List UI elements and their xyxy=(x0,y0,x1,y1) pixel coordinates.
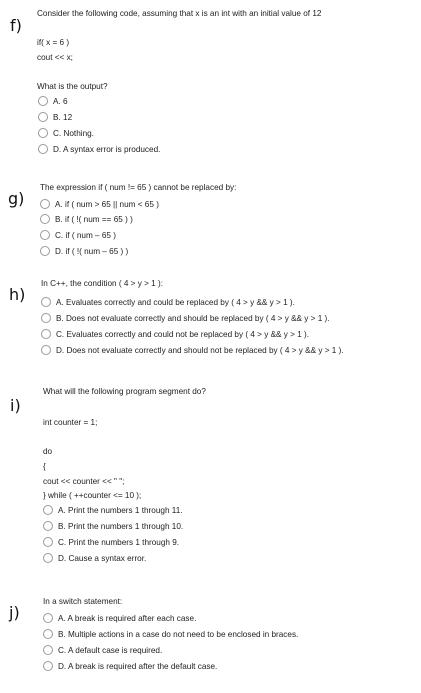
option-label: A. 6 xyxy=(53,96,68,106)
radio-button[interactable] xyxy=(41,313,51,323)
radio-button[interactable] xyxy=(43,645,53,655)
option-label: C. Print the numbers 1 through 9. xyxy=(58,537,180,547)
question-prompt-g: The expression if ( num != 65 ) cannot be replaced by: xyxy=(40,183,237,192)
option-label: D. Does not evaluate correctly and should not be replaced by ( 4 > y && y > 1 ). xyxy=(56,345,344,355)
radio-button[interactable] xyxy=(38,128,48,138)
radio-button[interactable] xyxy=(43,537,53,547)
radio-button[interactable] xyxy=(43,553,53,563)
question-subprompt-f: What is the output? xyxy=(37,82,108,91)
option-h-c[interactable] xyxy=(41,328,309,340)
radio-button[interactable] xyxy=(38,112,48,122)
option-j-d[interactable] xyxy=(43,660,217,672)
radio-button[interactable] xyxy=(40,199,50,209)
option-i-b[interactable] xyxy=(43,520,183,532)
question-prompt-f: Consider the following code, assuming that x is an int with an initial value of 12 xyxy=(37,9,322,18)
radio-button[interactable] xyxy=(41,329,51,339)
radio-button[interactable] xyxy=(38,144,48,154)
option-label: D. A break is required after the default case. xyxy=(58,661,218,671)
option-j-b[interactable] xyxy=(43,628,298,640)
radio-button[interactable] xyxy=(41,345,51,355)
option-label: B. 12 xyxy=(53,112,73,122)
radio-button[interactable] xyxy=(43,521,53,531)
option-label: D. if ( !( num – 65 ) ) xyxy=(55,246,129,256)
radio-button[interactable] xyxy=(40,246,50,256)
option-label: D. A syntax error is produced. xyxy=(53,144,161,154)
radio-button[interactable] xyxy=(43,505,53,515)
option-g-d[interactable] xyxy=(40,245,128,257)
code-line: do xyxy=(43,447,53,456)
radio-button[interactable] xyxy=(43,629,53,639)
option-i-a[interactable] xyxy=(43,504,183,516)
option-label: C. Evaluates correctly and could not be replaced by ( 4 > y && y > 1 ). xyxy=(56,329,310,339)
question-prompt-i: What will the following program segment do? xyxy=(43,387,206,396)
question-prompt-j: In a switch statement: xyxy=(43,597,123,606)
option-label: A. Print the numbers 1 through 11. xyxy=(58,505,183,515)
option-label: A. Evaluates correctly and could be replaced by ( 4 > y && y > 1 ). xyxy=(56,297,295,307)
option-i-d[interactable] xyxy=(43,552,146,564)
question-number-g: g) xyxy=(8,189,25,208)
option-j-c[interactable] xyxy=(43,644,162,656)
code-line: if( x = 6 ) xyxy=(37,38,70,47)
option-label: B. if ( !( num == 65 ) ) xyxy=(55,214,133,224)
option-label: C. if ( num – 65 ) xyxy=(55,230,116,240)
option-g-a[interactable] xyxy=(40,198,159,210)
code-line: { xyxy=(43,462,46,471)
option-h-a[interactable] xyxy=(41,296,295,308)
option-label: B. Multiple actions in a case do not need to be enclosed in braces. xyxy=(58,629,299,639)
option-h-d[interactable] xyxy=(41,344,344,356)
code-line: int counter = 1; xyxy=(43,418,98,427)
option-j-a[interactable] xyxy=(43,612,196,624)
code-line: } while ( ++counter <= 10 ); xyxy=(43,491,142,500)
code-line: cout << counter << " "; xyxy=(43,477,125,486)
option-f-b[interactable] xyxy=(38,111,72,123)
question-number-i: i) xyxy=(10,396,21,415)
option-f-c[interactable] xyxy=(38,127,94,139)
radio-button[interactable] xyxy=(41,297,51,307)
option-label: A. A break is required after each case. xyxy=(58,613,197,623)
option-label: B. Does not evaluate correctly and should be replaced by ( 4 > y && y > 1 ). xyxy=(56,313,330,323)
question-prompt-h: In C++, the condition ( 4 > y > 1 ): xyxy=(41,279,163,288)
code-line: cout << x; xyxy=(37,53,73,62)
question-number-j: j) xyxy=(9,603,20,622)
radio-button[interactable] xyxy=(38,96,48,106)
radio-button[interactable] xyxy=(43,661,53,671)
option-f-a[interactable] xyxy=(38,95,68,107)
option-label: A. if ( num > 65 || num < 65 ) xyxy=(55,199,159,209)
option-label: B. Print the numbers 1 through 10. xyxy=(58,521,184,531)
option-label: D. Cause a syntax error. xyxy=(58,553,147,563)
option-h-b[interactable] xyxy=(41,312,330,324)
option-f-d[interactable] xyxy=(38,143,160,155)
option-g-b[interactable] xyxy=(40,213,133,225)
option-label: C. A default case is required. xyxy=(58,645,163,655)
radio-button[interactable] xyxy=(40,214,50,224)
option-label: C. Nothing. xyxy=(53,128,94,138)
radio-button[interactable] xyxy=(43,613,53,623)
radio-button[interactable] xyxy=(40,230,50,240)
question-number-h: h) xyxy=(9,285,26,304)
question-number-f: f) xyxy=(10,16,22,35)
option-g-c[interactable] xyxy=(40,229,116,241)
option-i-c[interactable] xyxy=(43,536,179,548)
